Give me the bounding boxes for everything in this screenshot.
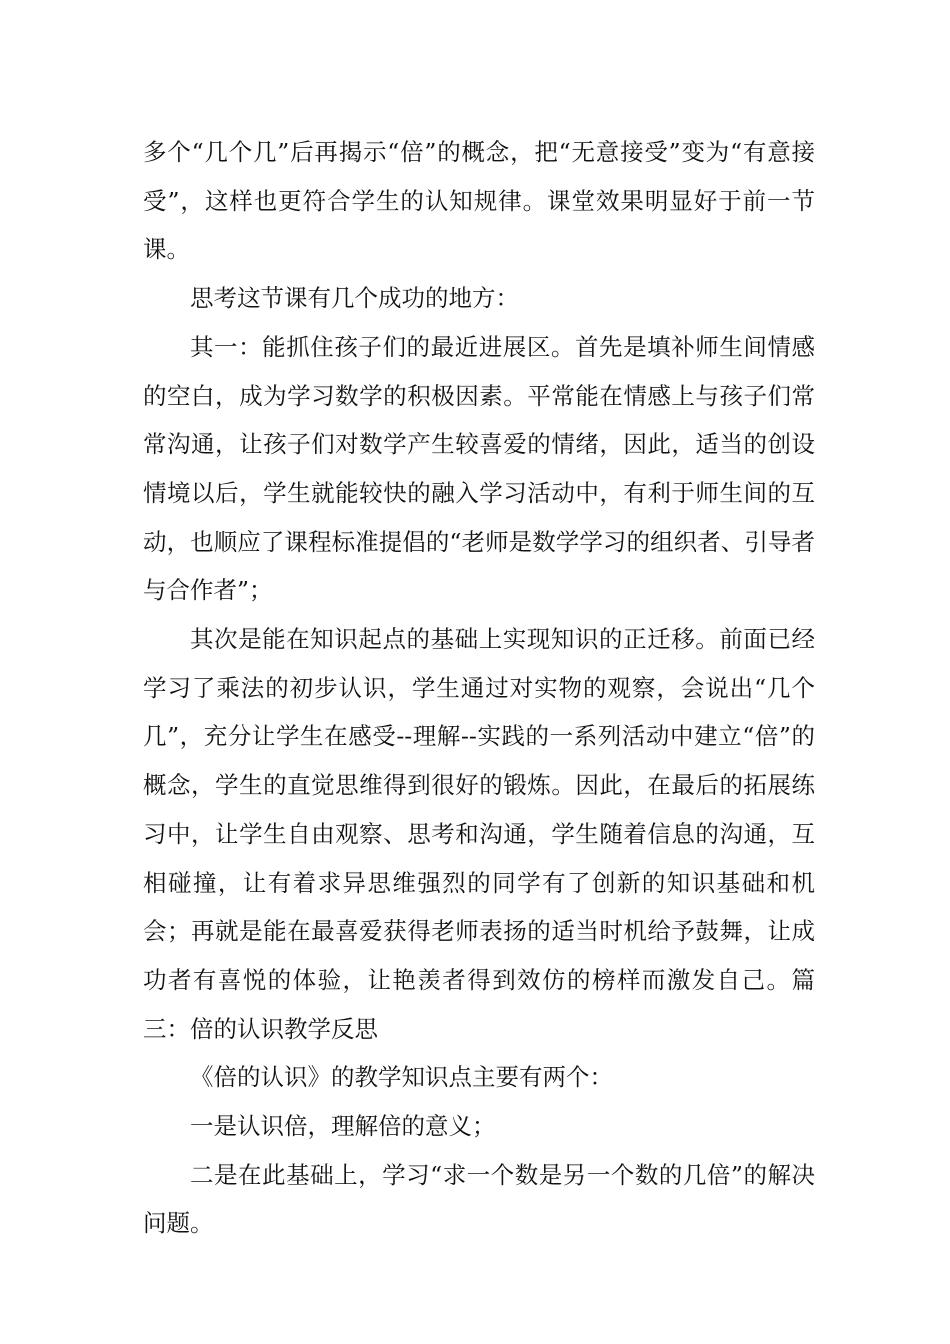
paragraph: 一是认识倍，理解倍的意义；: [190, 1112, 496, 1141]
paragraph: 多个“几个几”后再揭示“倍”的概念，把“无意接受”变为“有意接受”，这样也更符合学生的认知规律。课堂效果明显好于前一节课。: [143, 138, 815, 264]
paragraph: 二是在此基础上，学习“求一个数是另一个数的几倍”的解决问题。: [143, 1160, 815, 1238]
paragraph: 其次是能在知识起点的基础上实现知识的正迁移。前面已经学习了乘法的初步认识，学生通过对实物的观察，会说出“几个几”，充分让学生在感受--理解--实践的一系列活动中建立“倍”的概念，学生的直觉思维得到很好的锻炼。因此，在最后的拓展练习中，让学生自由观察、思考和沟通，学生随着信息的沟通，互相碰撞，让有着求异思维强烈的同学有了创新的知识基础和机会；再就是能在最喜爱获得老师表扬的适当时机给予鼓舞，让成功者有喜悦的体验，让艳羡者得到效仿的榜样而激发自己。篇三：倍的认识教学反思: [143, 625, 815, 1043]
document-body: [143, 128, 815, 1248]
paragraph: 《倍的认识》的教学知识点主要有两个：: [190, 1063, 613, 1092]
paragraph: 思考这节课有几个成功的地方：: [190, 284, 519, 313]
paragraph: 其一：能抓住孩子们的最近进展区。首先是填补师生间情感的空白，成为学习数学的积极因素。平常能在情感上与孩子们常常沟通，让孩子们对数学产生较喜爱的情绪，因此，适当的创设情境以后，学生就能较快的融入学习活动中，有利于师生间的互动，也顺应了课程标准提倡的“老师是数学学习的组织者、引导者与合作者”；: [143, 332, 815, 605]
